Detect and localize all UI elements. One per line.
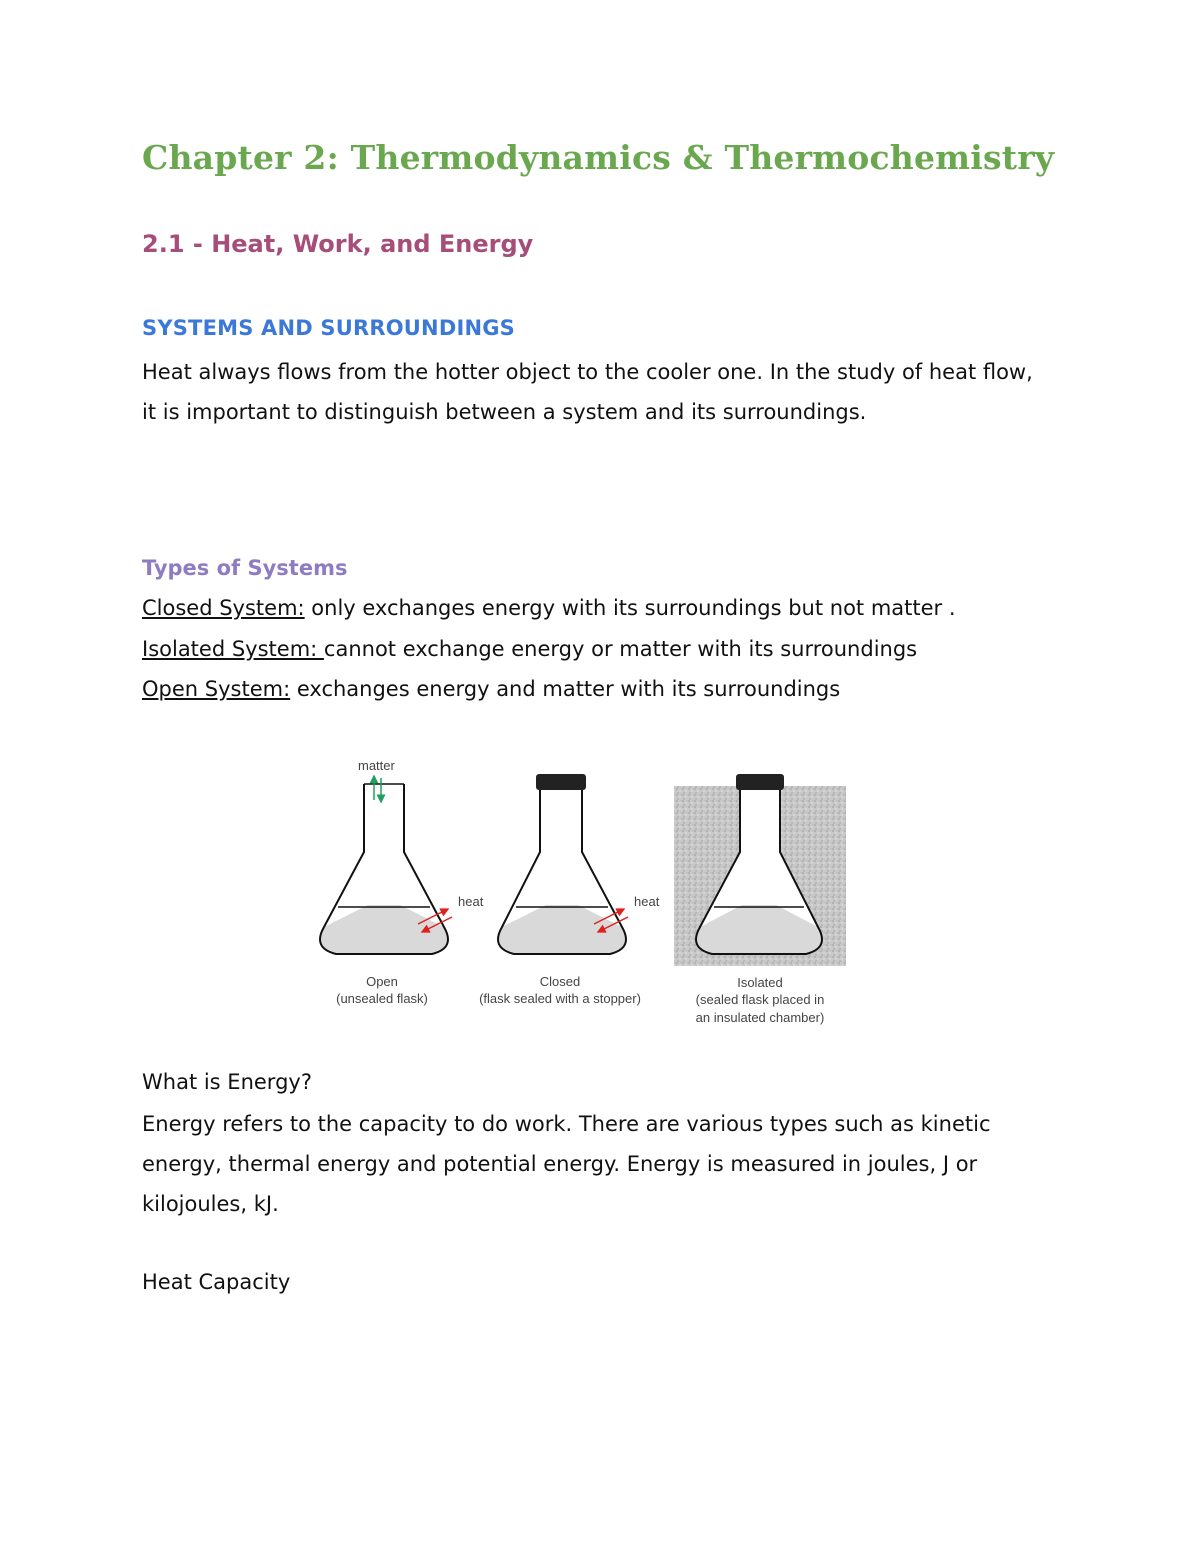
isolated-system-text: cannot exchange energy or matter with its surroundings [323,637,918,661]
closed-flask-stopper [536,774,586,790]
closed-flask-liquid [498,905,626,954]
closed-system-definition [142,596,956,620]
energy-heading: What is Energy? [142,1070,312,1094]
isolated-caption-subtitle-1: (sealed flask placed in [695,992,825,1007]
isolated-flask-stopper [736,774,784,790]
systems-paragraph: Heat always flows from the hotter object to the cooler one. In the study of heat flow, it is important to distinguish between a system and its surroundings. [142,360,1033,424]
closed-system-text: only exchanges energy with its surroundings but not matter . [304,596,956,620]
open-heat-label: heat [458,894,484,909]
heat-capacity-heading: Heat Capacity [142,1270,291,1294]
open-system-term: Open System: [142,677,291,701]
types-heading: Types of Systems [142,556,348,580]
isolated-system-definition [142,637,917,661]
section-title: 2.1 - Heat, Work, and Energy [142,230,534,258]
closed-caption-subtitle: (flask sealed with a stopper) [479,991,641,1006]
isolated-system-term: Isolated System: [142,637,324,661]
closed-system-term: Closed System: [142,596,305,620]
system-types-figure [310,752,870,1032]
open-flask-liquid [320,905,448,954]
isolated-caption-title: Isolated [737,975,783,990]
isolated-flask [674,774,846,1025]
systems-heading: SYSTEMS AND SURROUNDINGS [142,316,516,340]
open-system-text: exchanges energy and matter with its surroundings [290,677,841,701]
closed-heat-label: heat [634,894,660,909]
chapter-title: Chapter 2: Thermodynamics & Thermochemistry [142,138,1055,177]
matter-label: matter [358,758,395,773]
open-system-definition [142,677,840,701]
open-flask [320,758,484,1006]
open-caption-title: Open [366,974,398,989]
energy-paragraph: Energy refers to the capacity to do work. There are various types such as kinetic energy, thermal energy and potential energy. Energy is measured in joules, J or kilojoules, kJ. [142,1112,991,1216]
open-caption-subtitle: (unsealed flask) [336,991,428,1006]
closed-flask [479,774,660,1006]
isolated-caption-subtitle-2: an insulated chamber) [695,1010,825,1025]
closed-caption-title: Closed [539,974,581,989]
